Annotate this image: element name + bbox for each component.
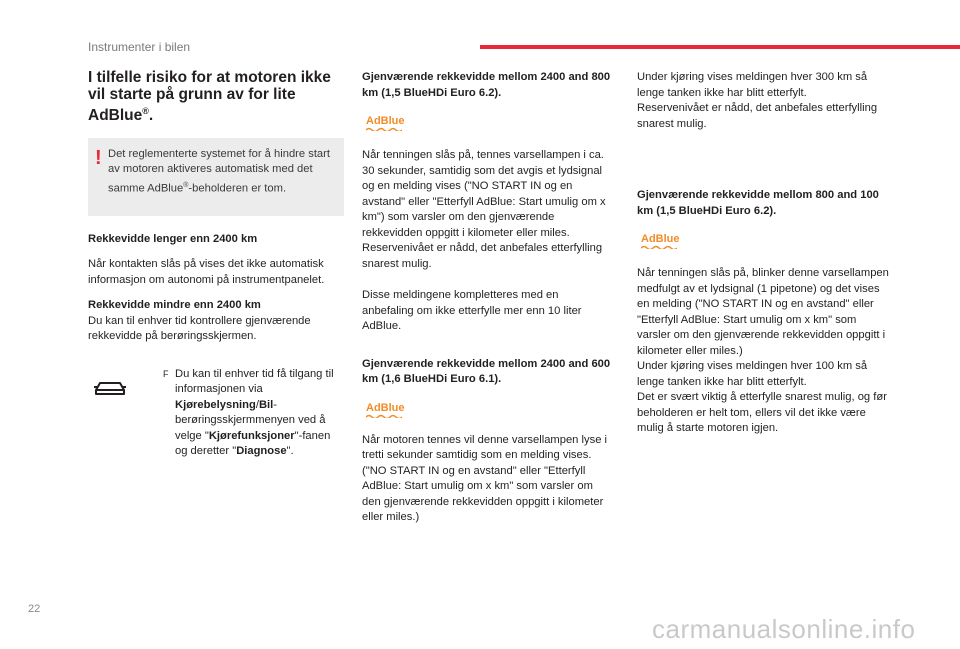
range-2400-800-text-1: Når tenningen slås på, tennes varsellampen i ca. 30 sekunder, samtidig som det avgis et lydsignal og en melding vises ("NO START IN og en avstand" eller "Etterfyll AdBlue: Start umulig om x km") som varsler om den gjenværende rekkevidden oppgitt i kilometer eller miles. <box>362 149 606 239</box>
range-2400-800-text-2: Reservenivået er nådd, det anbefales etterfylling snarest mulig. <box>362 242 603 270</box>
range-2400-600-heading: Gjenværende rekkevidde mellom 2400 and 600 km (1,6 BlueHDi Euro 6.1). <box>362 357 611 385</box>
watermark: carmanualsonline.info <box>652 614 916 644</box>
range-2400-600-text: Når motoren tennes vil denne varsellampen lyse i tretti sekunder samtidig som en melding vises. ("NO START IN og en avstand" eller "Etterfyll AdBlue: Start umulig om x km" som varsler om den gjenværende rekkevidden oppgitt i kilometer eller miles.) <box>362 433 608 523</box>
page-title: I tilfelle risiko for at motoren ikke vil starte på grunn av for lite AdBlue®. <box>88 69 331 125</box>
exclamation-icon: ! <box>95 146 102 169</box>
touchscreen-note <box>88 367 344 460</box>
range-under-heading: Rekkevidde mindre enn 2400 km <box>88 299 261 312</box>
reserve-level-text: Reservenivået er nådd, det anbefales etterfylling snarest mulig. <box>637 102 878 130</box>
range-2400-800-heading: Gjenværende rekkevidde mellom 2400 and 800 km (1,5 BlueHDi Euro 6.2). <box>362 71 611 99</box>
driving-message-text: Under kjøring vises meldingen hver 300 km så lenge tanken ikke har blitt etterfylt. <box>637 71 868 99</box>
bullet-arrow-icon: F <box>163 368 169 379</box>
range-over-heading: Rekkevidde lenger enn 2400 km <box>88 232 258 245</box>
adblue-warning-icon: AdBlue <box>366 115 405 131</box>
warning-box <box>88 138 344 216</box>
adblue-warning-icon: AdBlue <box>366 402 405 418</box>
range-under-text: Du kan til enhver tid kontrollere gjenværende rekkevidde på berøringsskjermen. <box>88 314 311 343</box>
refill-recommendation: Disse meldingene kompletteres med en anbefaling om ikke etterfylle mer enn 10 liter AdBlue. <box>362 289 582 332</box>
note-text: F Du kan til enhver tid få tilgang til informasjonen via Kjørebelysning/Bil-berøringsskjermmenyen ved å velge "Kjørefunksjoner"-fanen og deretter "Diagnose". <box>163 367 334 458</box>
header-accent-bar <box>480 45 960 49</box>
range-800-100-text-3: Det er svært viktig å etterfylle snarest mulig, og før beholderen er helt tom, ellers vil det ikke være mulig å starte motoren igjen. <box>637 391 887 434</box>
range-over-text: Når kontakten slås på vises det ikke automatisk informasjon om autonomi på instrumentpanelet. <box>88 258 325 286</box>
range-800-100-heading: Gjenværende rekkevidde mellom 800 and 100 km (1,5 BlueHDi Euro 6.2). <box>637 189 879 217</box>
range-800-100-text-2: Under kjøring vises meldingen hver 100 km så lenge tanken ikke har blitt etterfylt. <box>637 360 868 388</box>
section-header: Instrumenter i bilen <box>88 40 191 54</box>
car-icon <box>93 377 127 397</box>
adblue-warning-icon: AdBlue <box>641 233 680 249</box>
range-800-100-text-1: Når tenningen slås på, blinker denne varsellampen medfulgt av et lydsignal (1 pipetone) og det vises en melding ("NO START IN og en avstand" eller "Etterfyll AdBlue: Start umulig om x km" som varsler om den gjenværende rekkevidden oppgitt i kilometer eller miles.) <box>637 267 889 357</box>
column-middle <box>362 70 612 526</box>
column-left <box>88 70 344 460</box>
warning-text: Det reglementerte systemet for å hindre start av motoren aktiveres automatisk med det samme AdBlue®-beholderen er tom. <box>108 147 330 195</box>
column-right <box>637 70 889 437</box>
page-number: 22 <box>28 603 41 615</box>
